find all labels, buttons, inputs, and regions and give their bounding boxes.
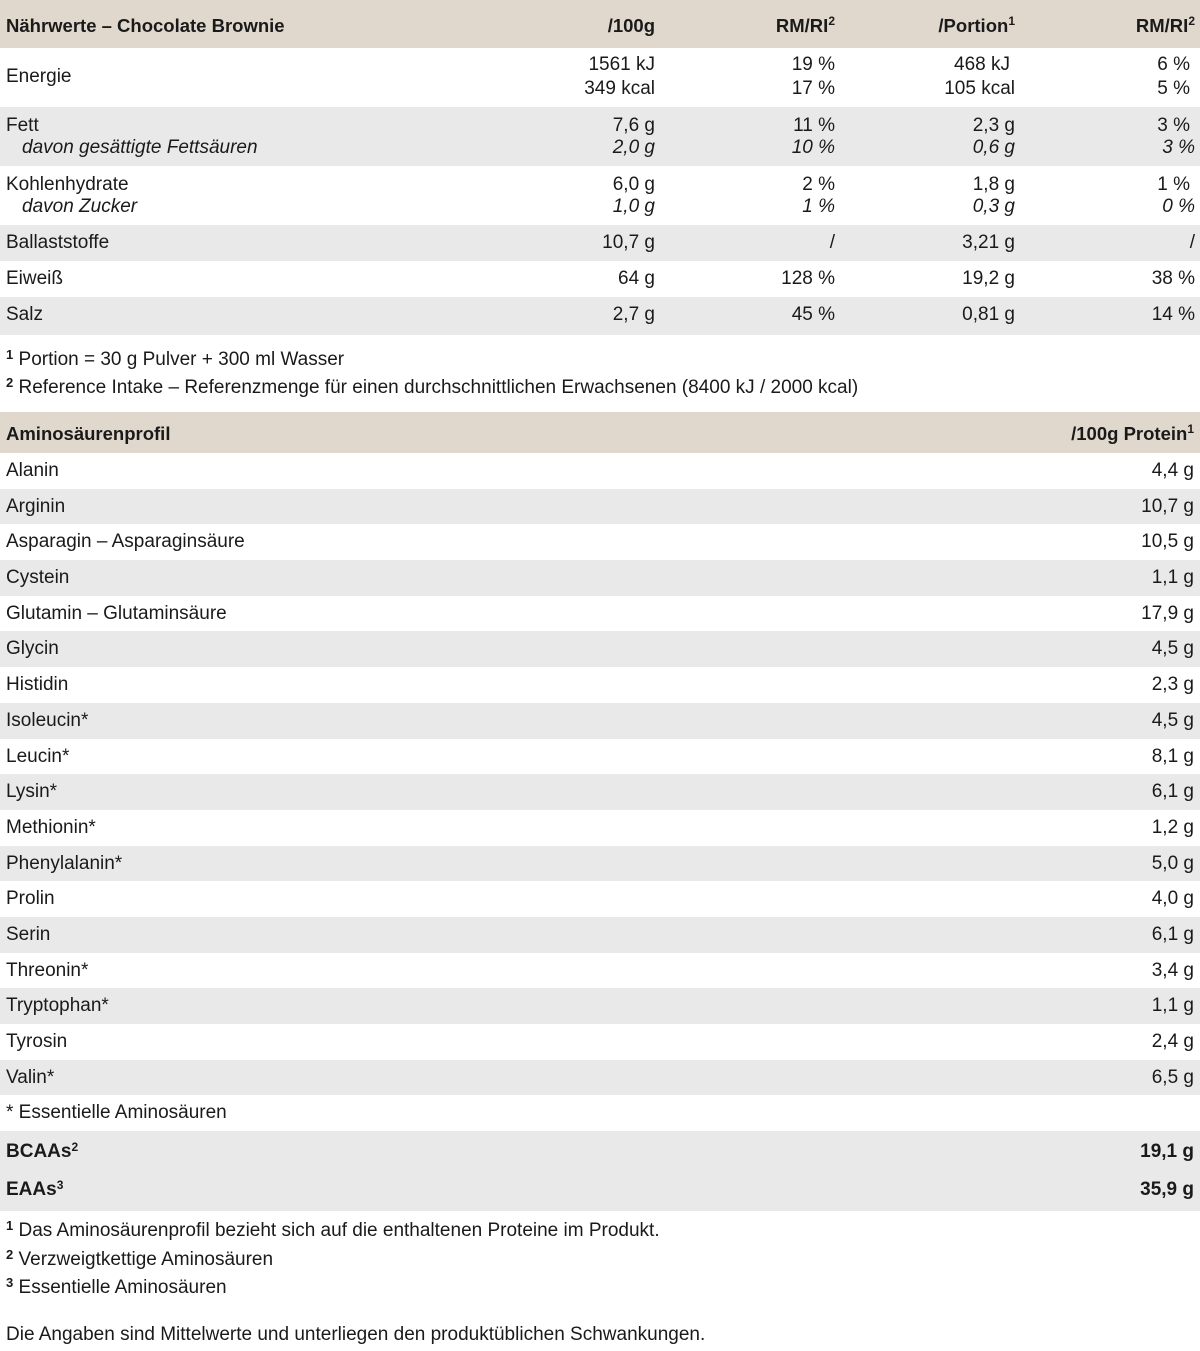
value-ri-portion: 1 % — [1157, 174, 1190, 195]
eaa-label: EAAs$^3$ — [6, 1178, 64, 1201]
value-ri-kj: 19 % — [791, 54, 835, 75]
amino-acid-name: Lysin* — [6, 781, 58, 803]
amino-acid-table — [0, 412, 1200, 1211]
amino-acid-value: 10,5 g — [1141, 531, 1194, 553]
value-kj-100g: 1561 kJ — [588, 54, 655, 75]
amino-acid-value: 4,0 g — [1151, 888, 1194, 910]
amino-acid-name: Tyrosin — [6, 1031, 68, 1052]
value-ri-portion: 3 % — [1157, 115, 1190, 136]
col-ri-portion: $RM/RI^2$ — [1135, 14, 1195, 36]
row-sublabel: davon Zucker — [22, 196, 138, 217]
value-kcal-portion: 105 kcal — [944, 78, 1015, 99]
nutrition-title: Nährwerte – Chocolate Brownie — [6, 15, 285, 36]
amino-acid-name: Methionin* — [6, 816, 96, 838]
amino-acid-name: Phenylalanin* — [6, 852, 123, 874]
col-per-100g-protein: /100g Protein$^1$ — [1071, 422, 1194, 444]
row-label: Fett — [6, 115, 39, 136]
eaa-value: 35,9 g — [1140, 1179, 1194, 1201]
value-ri: 2 % — [802, 174, 835, 195]
value-ri: 45 % — [791, 304, 835, 325]
value-portion-sub: 0,6 g — [972, 137, 1015, 158]
table-row-carbs — [0, 166, 1200, 225]
table-row — [0, 739, 1200, 775]
amino-acid-name: Leucin* — [6, 745, 70, 767]
value-ri-portion-sub: 3 % — [1162, 137, 1195, 158]
essential-note-row — [0, 1095, 1200, 1131]
value-portion: 2,3 g — [972, 115, 1015, 136]
table-row — [0, 631, 1200, 667]
amino-acid-value: 2,3 g — [1151, 674, 1194, 696]
value-100g: 64 g — [618, 268, 655, 289]
row-label: Energie — [6, 66, 72, 87]
value-portion: 1,8 g — [972, 174, 1015, 195]
table-row — [0, 774, 1200, 810]
value-ri: 128 % — [781, 268, 835, 289]
amino-acid-name: Isoleucin* — [6, 709, 89, 731]
row-label: Eiweiß — [6, 268, 64, 289]
table-row — [0, 917, 1200, 953]
table-row — [0, 881, 1200, 917]
bcaa-label: BCAAs$^2$ — [6, 1140, 79, 1163]
amino-acid-value: 8,1 g — [1151, 745, 1194, 767]
value-100g-sub: 2,0 g — [612, 137, 655, 158]
amino-acid-value: 6,1 g — [1151, 781, 1194, 803]
amino-acid-value: 10,7 g — [1141, 495, 1194, 517]
value-ri: 11 % — [793, 115, 835, 136]
table-row — [0, 560, 1200, 596]
amino-acid-value: 4,5 g — [1151, 709, 1194, 731]
value-ri-portion: / — [1189, 232, 1195, 253]
amino-acid-value: 1,2 g — [1151, 816, 1194, 838]
row-sublabel: davon gesättigte Fettsäuren — [22, 137, 258, 158]
nutrition-table — [0, 0, 1200, 335]
amino-acid-name: Tryptophan* — [6, 995, 109, 1017]
amino-acid-name: Valin* — [6, 1066, 55, 1088]
row-label: Salz — [6, 304, 43, 325]
amino-acid-value: 6,5 g — [1151, 1066, 1194, 1088]
value-kj-portion: 468 kJ — [954, 54, 1010, 75]
value-100g-sub: 1,0 g — [612, 196, 655, 217]
value-portion: 19,2 g — [962, 268, 1015, 289]
table-row-fat — [0, 107, 1200, 166]
amino-acid-name: Alanin — [6, 460, 59, 481]
amino-acid-name: Prolin — [6, 888, 55, 910]
value-ri-portion-kcal: 5 % — [1157, 78, 1190, 99]
value-portion: 3,21 g — [962, 232, 1015, 253]
value-ri-sub: 10 % — [791, 137, 835, 158]
value-kcal-100g: 349 kcal — [584, 78, 655, 99]
table-row — [0, 810, 1200, 846]
value-ri-sub: 1 % — [802, 196, 835, 217]
value-ri-kcal: 17 % — [791, 78, 835, 99]
col-ri-100g: $RM/RI^2$ — [775, 14, 835, 36]
amino-acid-name: Glutamin – Glutaminsäure — [6, 602, 227, 624]
amino-acid-value: 3,4 g — [1151, 959, 1194, 981]
value-portion: 0,81 g — [962, 304, 1015, 325]
amino-acid-value: 1,1 g — [1151, 995, 1194, 1017]
table-row-protein — [0, 261, 1200, 297]
row-label: Kohlenhydrate — [6, 174, 129, 195]
amino-acid-value: 6,1 g — [1151, 923, 1194, 945]
amino-acid-value: 1,1 g — [1151, 567, 1194, 589]
eaa-row — [0, 1171, 1200, 1211]
table-row — [0, 1060, 1200, 1096]
amino-title: Aminosäurenprofil — [6, 423, 171, 444]
amino-table-header — [0, 412, 1200, 453]
table-row — [0, 988, 1200, 1024]
table-row-salt — [0, 297, 1200, 335]
essential-note: * Essentielle Aminosäuren — [6, 1102, 227, 1124]
amino-acid-value: 4,5 g — [1151, 638, 1194, 660]
value-ri-portion: 14 % — [1151, 304, 1195, 325]
amino-acid-name: Glycin — [6, 638, 59, 660]
table-row — [0, 667, 1200, 703]
value-portion-sub: 0,3 g — [972, 196, 1015, 217]
value-100g: 6,0 g — [612, 174, 655, 195]
amino-acid-name: Asparagin – Asparaginsäure — [6, 531, 245, 553]
table-row — [0, 596, 1200, 632]
value-ri-portion-sub: 0 % — [1162, 196, 1195, 217]
table-row — [0, 703, 1200, 739]
amino-acid-value: 17,9 g — [1141, 602, 1194, 624]
bcaa-value: 19,1 g — [1140, 1141, 1194, 1163]
footnote-bcaa: $^2$ Verzweigtkettige Aminosäuren — [6, 1247, 274, 1270]
nutrition-table-header — [0, 0, 1200, 48]
row-label: Ballaststoffe — [6, 232, 110, 253]
amino-acid-value: 2,4 g — [1151, 1031, 1194, 1052]
footnote-amino-profile: $^1$ Das Aminosäurenprofil bezieht sich auf die enthaltenen Proteine im Produkt. — [6, 1218, 660, 1241]
amino-acid-name: Serin — [6, 923, 51, 945]
value-100g: 7,6 g — [612, 115, 655, 136]
table-row — [0, 846, 1200, 882]
amino-acid-value: 5,0 g — [1151, 852, 1194, 874]
col-per-100g: /100g — [607, 15, 655, 36]
table-row — [0, 489, 1200, 525]
bcaa-row — [0, 1131, 1200, 1171]
table-row — [0, 1024, 1200, 1060]
table-row — [0, 953, 1200, 989]
table-row-energy — [0, 48, 1200, 107]
amino-acid-name: Histidin — [6, 674, 69, 696]
table-row-fibre — [0, 225, 1200, 261]
amino-acid-name: Arginin — [6, 495, 66, 517]
disclaimer: Die Angaben sind Mittelwerte und unterliegen den produktüblichen Schwankungen. — [6, 1324, 706, 1345]
amino-rows — [0, 453, 1200, 1095]
value-ri-portion-kj: 6 % — [1157, 54, 1190, 75]
amino-acid-value: 4,4 g — [1151, 460, 1194, 481]
footnote-eaa: $^3$ Essentielle Aminosäuren — [6, 1275, 227, 1298]
col-per-portion: /Portion$^1$ — [938, 14, 1015, 36]
value-100g: 2,7 g — [612, 304, 655, 325]
value-ri: / — [829, 232, 835, 253]
table-row — [0, 524, 1200, 560]
amino-acid-name: Cystein — [6, 567, 70, 589]
footnote-portion: $^1$ Portion = 30 g Pulver + 300 ml Wasser — [6, 347, 345, 370]
value-100g: 10,7 g — [602, 232, 655, 253]
footnote-reference-intake: $^2$ Reference Intake – Referenzmenge für einen durchschnittlichen Erwachsenen (8400 kJ / 2000 kcal) — [6, 375, 859, 398]
table-row — [0, 453, 1200, 489]
amino-acid-name: Threonin* — [6, 959, 89, 981]
value-ri-portion: 38 % — [1151, 268, 1195, 289]
